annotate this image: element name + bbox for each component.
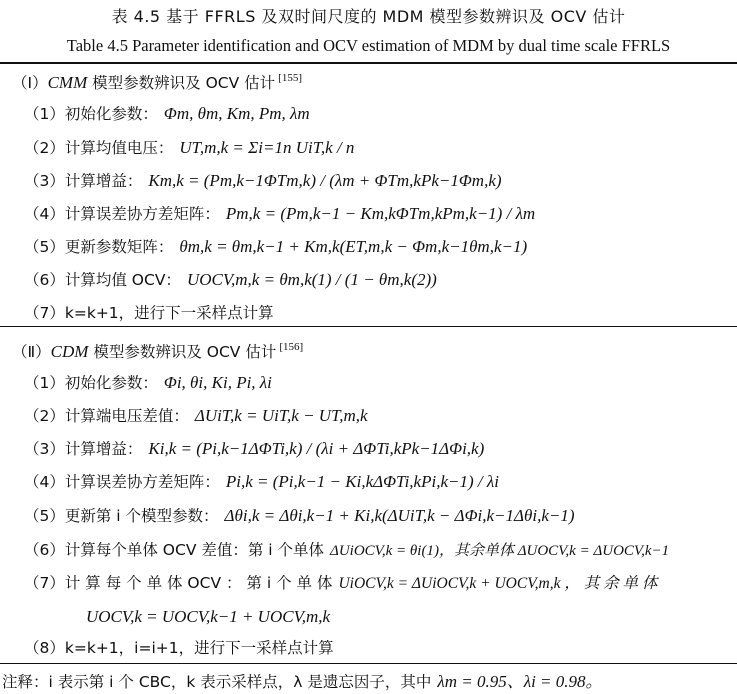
step-number: （4） <box>24 205 65 223</box>
step-formula: θm,k = θm,k−1 + Km,k(ET,m,k − Φm,k−1θm,k−1) <box>179 237 528 256</box>
s1-step-1 <box>24 103 310 125</box>
step-formula: Pi,k = (Pi,k−1 − Ki,kΔΦTi,kPi,k−1) / λi <box>225 472 499 491</box>
step-label: 计算误差协方差矩阵： <box>64 473 220 491</box>
top-rule <box>0 62 737 64</box>
step-label: 计算增益： <box>64 172 143 190</box>
step-label: 更新第 i 个模型参数： <box>64 507 219 525</box>
step-number: （3） <box>24 440 65 458</box>
table-caption-english: Table 4.5 Parameter identification and OCV estimation of MDM by dual time scale FFRLS <box>66 36 671 55</box>
step-formula: UOCV,m,k = θm,k(1) / (1 − θm,k(2)) <box>186 270 437 289</box>
note-divider <box>0 663 737 664</box>
s1-step-3 <box>24 170 502 192</box>
s2-step-5 <box>24 505 575 527</box>
step-number: （2） <box>24 407 65 425</box>
section2-title <box>12 336 303 363</box>
step-formula: Pm,k = (Pm,k−1 − Km,kΦTm,kPm,k−1) / λm <box>225 204 536 223</box>
step-number: （5） <box>24 238 65 256</box>
step-formula: UOCV,k = UOCV,k−1 + UOCV,m,k <box>86 607 331 626</box>
s2-step-2 <box>24 405 368 427</box>
section1-title <box>12 67 302 94</box>
section2-title-rest: 模型参数辨识及 OCV 估计 <box>88 343 277 361</box>
step-formula: Φm, θm, Km, Pm, λm <box>163 104 310 123</box>
step-label: 计算误差协方差矩阵： <box>64 205 220 223</box>
s2-step-3 <box>24 438 484 460</box>
section-divider <box>0 326 737 327</box>
step-formula: Ki,k = (Pi,k−1ΔΦTi,k) / (λi + ΔΦTi,kPk−1ΔΦi,k) <box>148 439 485 458</box>
step-number: （5） <box>24 507 65 525</box>
s1-step-6 <box>24 269 437 291</box>
step-label: 计算端电压差值： <box>64 407 189 425</box>
step-label: 计 算 每 个 单 体 OCV ： 第 i 个 单 体 <box>64 574 333 592</box>
note-formula: λm = 0.95、λi = 0.98。 <box>437 672 603 691</box>
step-number: （1） <box>24 105 65 123</box>
step-label: 计算增益： <box>64 440 143 458</box>
table-note <box>2 671 603 693</box>
section1-title-rest: 模型参数辨识及 OCV 估计 <box>87 74 276 92</box>
section1-citation: [155] <box>278 72 302 84</box>
step-number: （7） <box>24 304 65 322</box>
s1-step-2 <box>24 137 354 159</box>
section1-model: CMM <box>47 73 88 92</box>
step-label: k=k+1，进行下一采样点计算 <box>64 304 274 322</box>
step-formula: ΔUiT,k = UiT,k − UT,m,k <box>194 406 368 425</box>
step-label: 初始化参数： <box>64 105 158 123</box>
step-number: （6） <box>24 541 65 559</box>
s1-step-7 <box>24 302 280 324</box>
s2-step-1 <box>24 372 272 394</box>
section2-citation: [156] <box>279 341 304 353</box>
s2-step-7 <box>24 572 657 595</box>
s2-step-6 <box>24 539 669 562</box>
step-formula: ΔUiOCV,k = θi(1)，其余单体 ΔUOCV,k = ΔUOCV,k−1 <box>330 543 670 559</box>
step-formula: UiOCV,k = ΔUiOCV,k + UOCV,m,k ， 其 余 单 体 <box>338 575 658 592</box>
s2-step-4 <box>24 471 499 493</box>
s2-step-8 <box>24 637 340 659</box>
step-label: 计算均值电压： <box>64 139 174 157</box>
step-label: 计算均值 OCV： <box>64 271 181 289</box>
s1-step-4 <box>24 203 535 225</box>
step-formula: Φi, θi, Ki, Pi, λi <box>163 373 272 392</box>
step-formula: Δθi,k = Δθi,k−1 + Ki,k(ΔUiT,k − ΔΦi,k−1Δθi,k−1) <box>224 506 575 525</box>
note-text: 注释：i 表示第 i 个 CBC，k 表示采样点，λ 是遗忘因子，其中 <box>2 673 432 691</box>
step-label: 初始化参数： <box>64 374 158 392</box>
section2-model: CDM <box>50 342 89 361</box>
step-number: （4） <box>24 473 65 491</box>
step-formula: Km,k = (Pm,k−1ΦTm,k) / (λm + ΦTm,kPk−1Φm,k) <box>148 171 502 190</box>
table-caption-chinese: 表 4.5 基于 FFRLS 及双时间尺度的 MDM 模型参数辨识及 OCV 估计 <box>111 7 626 26</box>
step-number: （1） <box>24 374 65 392</box>
section1-prefix: （Ⅰ） <box>12 74 48 92</box>
step-number: （6） <box>24 271 65 289</box>
step-number: （8） <box>24 639 65 657</box>
s2-step-7-continued <box>80 606 330 628</box>
step-number: （3） <box>24 172 65 190</box>
section2-prefix: （Ⅱ） <box>12 343 51 361</box>
step-label: 计算每个单体 OCV 差值：第 i 个单体 <box>64 541 325 559</box>
step-number: （7） <box>24 574 65 592</box>
step-label: k=k+1，i=i+1，进行下一采样点计算 <box>64 639 334 657</box>
step-formula: UT,m,k = Σi=1n UiT,k / n <box>179 138 355 157</box>
s1-step-5 <box>24 236 527 258</box>
step-label: 更新参数矩阵： <box>64 238 174 256</box>
step-number: （2） <box>24 139 65 157</box>
